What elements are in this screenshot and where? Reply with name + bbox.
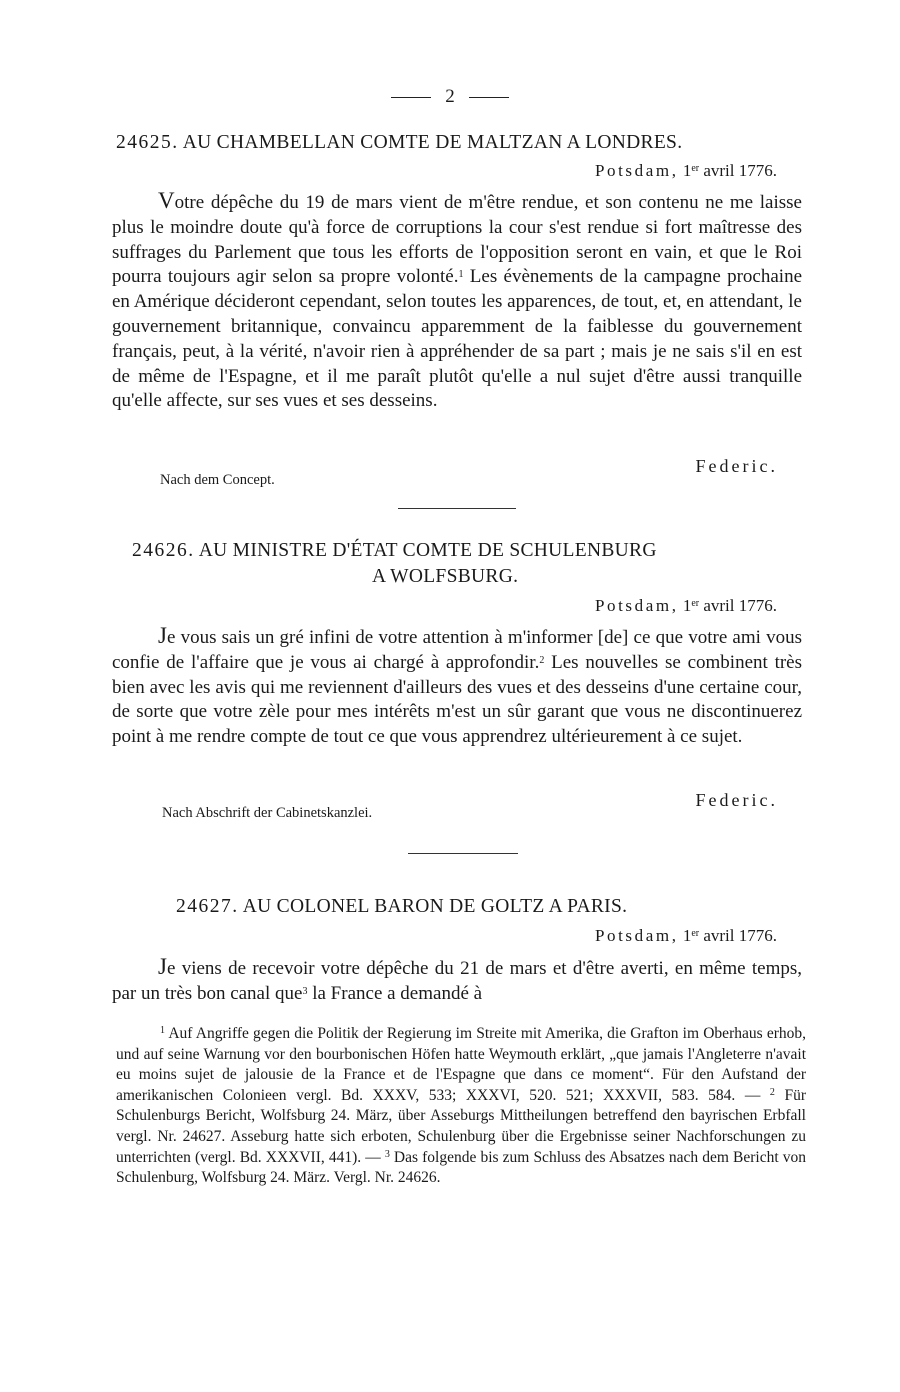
page-number-line [0, 86, 900, 108]
letter-heading [176, 896, 627, 918]
footnote-marker: 1 [458, 269, 464, 281]
signature: Federic. [695, 790, 778, 810]
source-note: Nach Abschrift der Cabinetskanzlei. [162, 805, 373, 821]
signature: Federic. [695, 456, 778, 476]
page-number-dash-right [469, 97, 509, 98]
text-run: e viens de recevoir votre dépêche du 21 de mars et d'être averti, en même temps, par un très bon canal que [112, 958, 802, 1004]
letter-body [112, 624, 802, 750]
letter-place-date [595, 926, 777, 946]
letter-date: avril 1776. [703, 596, 777, 615]
section-divider [398, 508, 516, 509]
page-number-dash-left [391, 97, 431, 98]
footnote-marker: 1 [160, 1025, 165, 1036]
section-divider [408, 853, 518, 854]
text-run: Les nouvelles se combinent très bien avec les avis qui me reviennent d'ailleurs des vues et des desseins d'une certaine cour, de sorte que votre zèle pour mes intérêts m'est un sûr garant que vous ne discontinuerez point à me rendre compte de tout ce que vous apprendrez ultérieurement à ce sujet. [112, 651, 803, 748]
text-run: Les évènements de la campagne prochaine en Amérique décideront cependant, selon toutes les apparences, de tout, et, en attendant, le gouvernement britannique, convaincu apparemment de la faiblesse du gouvernement français, peut, à la vérité, n'avoir rien à appréhender de sa part ; mais je ne sais s'il en est de même de l'Espagne, et il me paraît plutôt qu'elle a nul sujet d'être aussi tranquille qu'elle affecte, sur ses vues et ses desseins. [112, 266, 802, 412]
letter-date-sup: er [691, 163, 700, 174]
source-note: Nach dem Concept. [160, 472, 275, 488]
footnote-marker: 2 [769, 1086, 775, 1098]
letter-number: 24627. [176, 896, 239, 917]
page-number: 2 [445, 86, 455, 107]
letter-title: AU CHAMBELLAN COMTE DE MALTZAN A LONDRES. [182, 132, 683, 153]
letter-body [112, 189, 802, 414]
letter-date-day: 1 [682, 596, 692, 615]
letter-title: AU COLONEL BARON DE GOLTZ A PARIS. [242, 896, 628, 917]
footnote-marker: 3 [384, 1148, 390, 1160]
letter-date-day: 1 [682, 926, 692, 945]
text-run: Auf Angriffe gegen die Politik der Regierung im Streite mit Amerika, die Grafton im Oberhaus erhob, und auf seine Warnung vor den bourbonischen Höfen hatte Weymouth erklärt, „que jamais l'Angleterre n'avait eu moins sujet de jalousie de la France et de l'Espagne que dans ce moment“. Für den Aufstand der amerikanischen Colonieen vergl. Bd. XXXV, 533; XXXVI, 520. 521; XXXVII, 583. 584. — [116, 1025, 806, 1104]
letter-number: 24626. [132, 540, 195, 561]
letter-date-sup: er [691, 928, 700, 939]
text-run: otre dépêche du 19 de mars vient de m'être rendue, et son contenu ne me laisse plus le moindre doute qu'à force de corruptions la cour s'est rendue si fort maîtresse des suffrages du Parlement que tous les efforts de l'opposition seront en vain, et que le Roi pourra toujours agir selon sa propre volonté. [112, 192, 802, 288]
letter-title-continued: A WOLFSBURG. [372, 566, 519, 587]
letter-date: avril 1776. [703, 161, 777, 180]
letter-date-sup: er [691, 598, 700, 609]
footnote-marker: 3 [302, 985, 308, 997]
initial-letter: V [158, 188, 175, 213]
letter-place: Potsdam, [594, 926, 679, 945]
text-run: Für Schulenburgs Bericht, Wolfsburg 24. März, über Asseburgs Mittheilungen betreffend den bayrischen Erbfall vergl. Nr. 24627. Asseburg hatte sich erboten, Schulenburg über die Ergebnisse seiner Nachforschungen zu unterrichten (vergl. Bd. XXXVII, 441). — [116, 1086, 806, 1166]
letter-date-day: 1 [682, 161, 692, 180]
text-run: Das folgende bis zum Schluss des Absatzes nach dem Bericht von Schulenburg, Wolfsburg 24. März. Vergl. Nr. 24626. [116, 1148, 806, 1187]
letter-heading [132, 540, 657, 562]
letter-place-date [595, 161, 777, 181]
text-run: e vous sais un gré infini de votre attention à m'informer [de] ce que votre ami vous confie de l'affaire que je vous ai chargé à approfondir. [112, 627, 802, 673]
text-run: la France a demandé à [307, 982, 483, 1004]
letter-body [112, 955, 802, 1007]
initial-letter: J [158, 954, 167, 979]
letter-title: AU MINISTRE D'ÉTAT COMTE DE SCHULENBURG [198, 540, 657, 561]
letter-place: Potsdam, [594, 596, 679, 615]
letter-place-date [595, 596, 777, 616]
footnote-marker: 2 [539, 654, 545, 666]
footnotes [116, 1024, 806, 1189]
initial-letter: J [158, 623, 167, 648]
letter-place: Potsdam, [594, 161, 679, 180]
letter-heading [116, 132, 682, 154]
letter-date: avril 1776. [703, 926, 777, 945]
letter-number: 24625. [116, 132, 179, 153]
